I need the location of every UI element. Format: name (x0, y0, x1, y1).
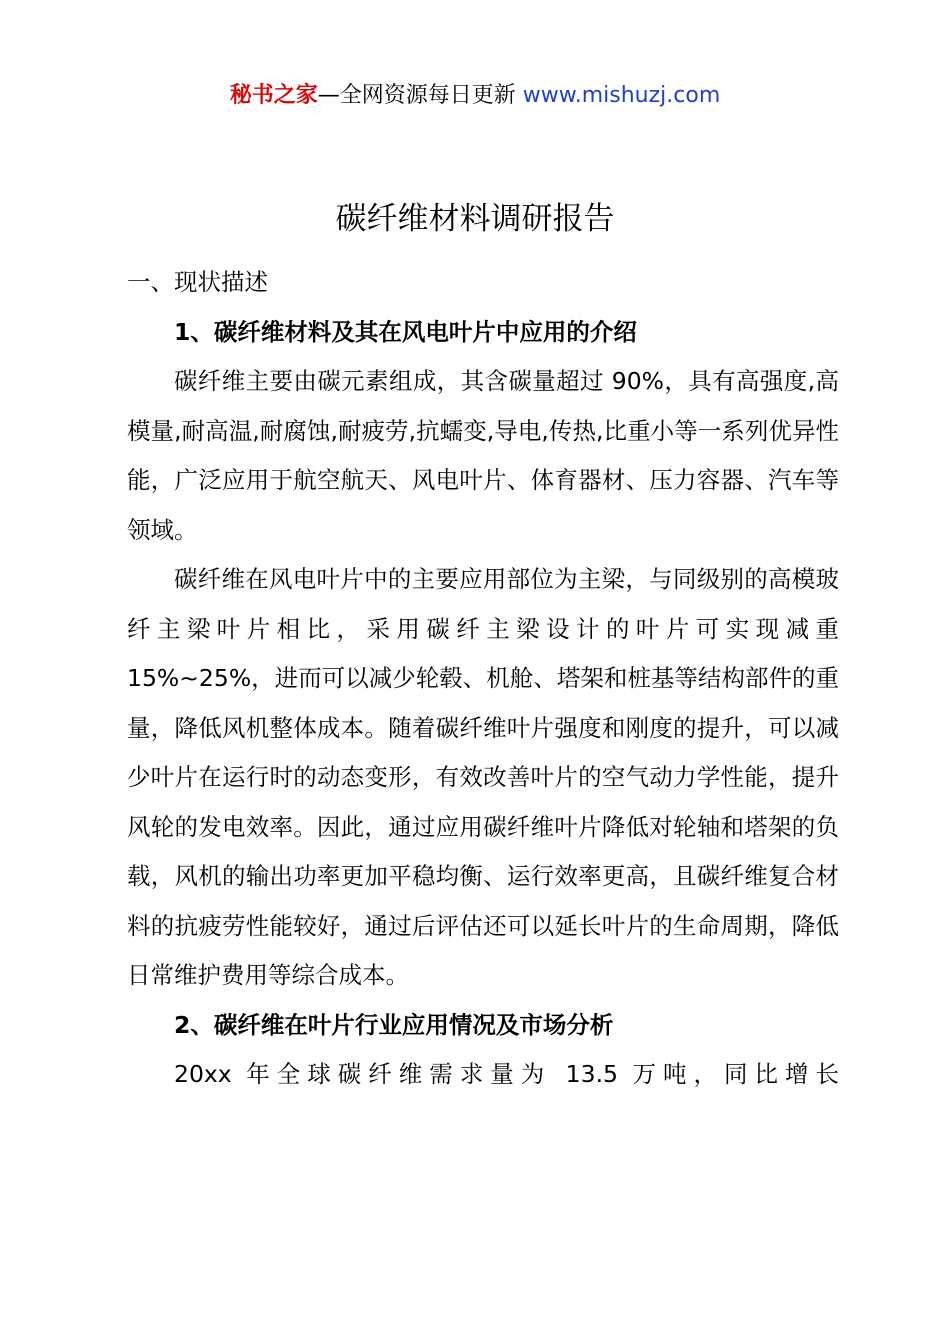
section-heading: 一、现状描述 (127, 268, 268, 296)
document-body (127, 258, 839, 1100)
document-title: 碳纤维材料调研报告 (335, 201, 615, 237)
body-paragraph-1: 碳纤维主要由碳元素组成，其含碳量超过 90%，具有高强度,高模量,耐高温,耐腐蚀,耐疲劳,抗蠕变,导电,传热,比重小等一系列优异性能，广泛应用于航空航天、风电叶片、体育器材、压力容器、汽车等领域。 (127, 367, 839, 544)
site-url-link[interactable]: www.mishuzj.com (522, 83, 721, 108)
body-paragraph-3: 20xx 年全球碳纤维需求量为 13.5 万吨，同比增长 (174, 1060, 839, 1088)
subsection-heading-1: 1、碳纤维材料及其在风电叶片中应用的介绍 (174, 317, 637, 346)
site-tagline: —全网资源每日更新 (317, 83, 523, 108)
site-brand: 秘书之家 (229, 83, 318, 108)
site-header (0, 82, 950, 110)
body-paragraph-2: 碳纤维在风电叶片中的主要应用部位为主梁，与同级别的高模玻纤主梁叶片相比，采用碳纤主梁设计的叶片可实现减重 15%~25%，进而可以减少轮毂、机舱、塔架和桩基等结构部件的重量，降低风机整体成本。随着碳纤维叶片强度和刚度的提升，可以减少叶片在运行时的动态变形，有效改善叶片的空气动力学性能，提升风轮的发电效率。因此，通过应用碳纤维叶片降低对轮轴和塔架的负载，风机的输出功率更加平稳均衡、运行效率更高，且碳纤维复合材料的抗疲劳性能较好，通过后评估还可以延长叶片的生命周期，降低日常维护费用等综合成本。 (127, 565, 839, 989)
subsection-heading-2: 2、碳纤维在叶片行业应用情况及市场分析 (174, 1010, 614, 1039)
